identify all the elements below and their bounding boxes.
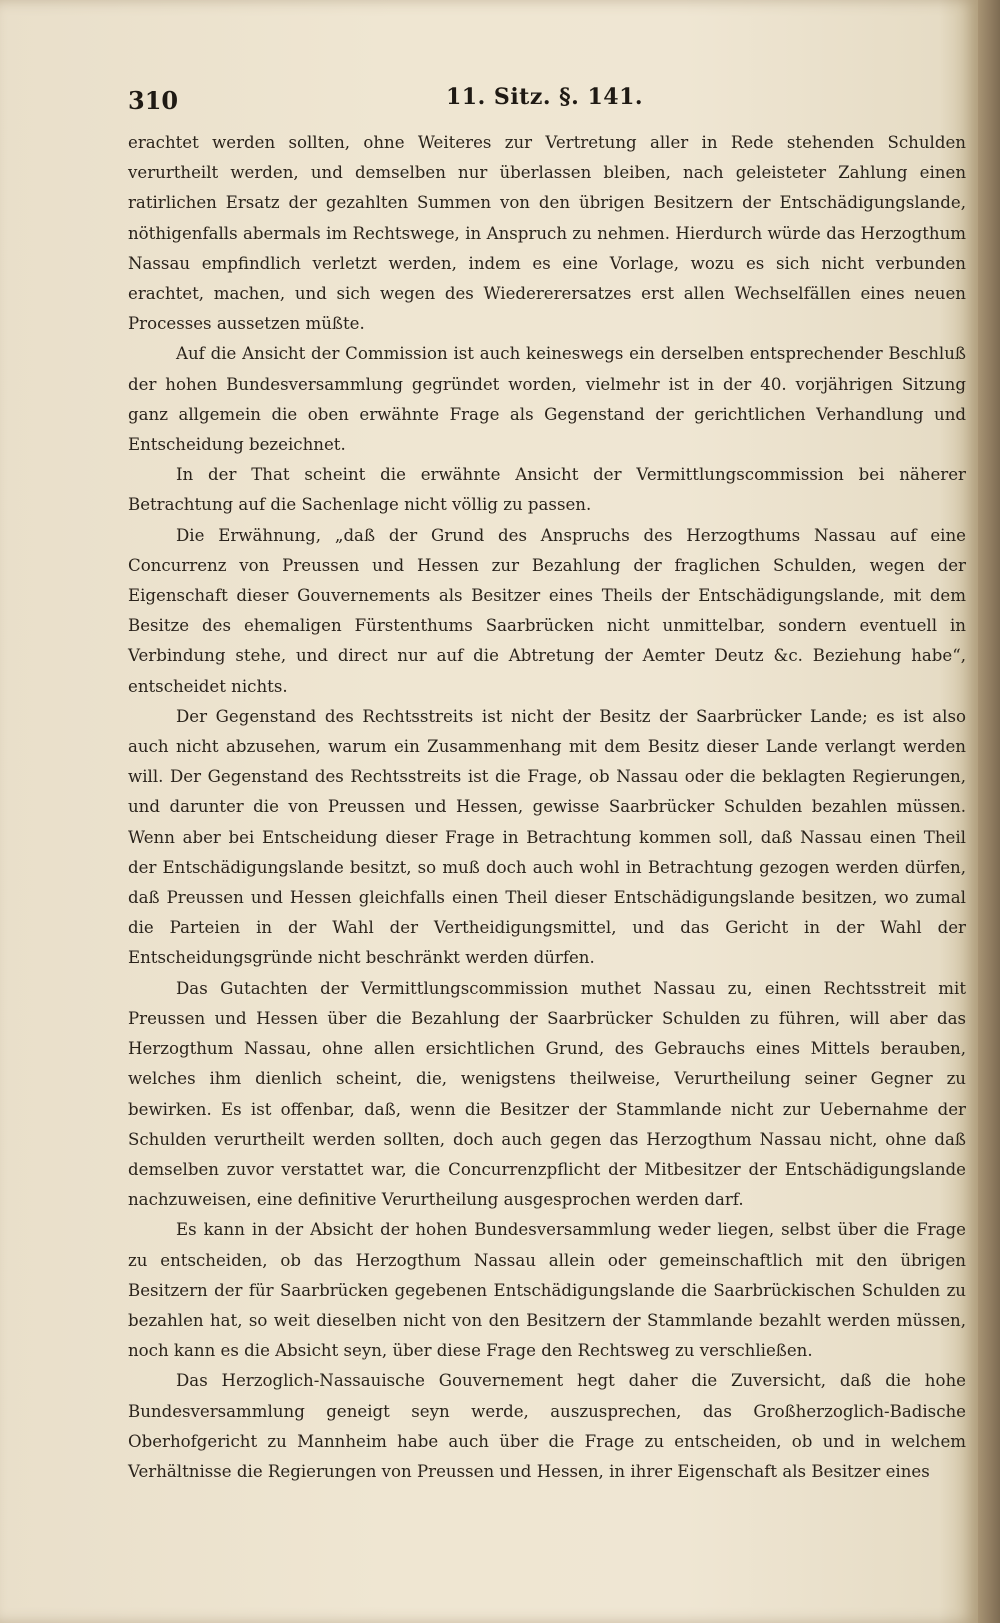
page-header [128, 80, 948, 124]
paragraph-6: Das Gutachten der Vermittlungscommission muthet Nassau zu, einen Rechtsstreit mit Preussen und Hessen über die Bezahlung der Saarbrücker Schulden zu führen, will aber das Herzogthum Nassau, ohne allen ersichtlichen Grund, des Gebrauchs eines Mittels berauben, welches ihm dienlich scheint, die, wenigstens theilweise, Verurtheilung seiner Gegner zu bewirken. Es ist offenbar, daß, wenn die Besitzer der Stammlande nicht zur Uebernahme der Schulden verurtheilt werden sollten, doch auch gegen das Herzogthum Nassau nicht, ohne daß demselben zuvor verstattet war, die Concurrenzpflicht der Mitbesitzer der Entschädigungslande nachzuweisen, eine definitive Verurtheilung ausgesprochen werden darf. [128, 978, 966, 1210]
body-text [128, 128, 966, 1487]
paragraph-1: erachtet werden sollten, ohne Weiteres zur Vertretung aller in Rede stehenden Schulden verurtheilt werden, und demselben nur überlassen bleiben, nach geleisteter Zahlung einen ratirlichen Ersatz der gezahlten Summen von den übrigen Besitzern der Entschädigungslande, nöthigenfalls abermals im Rechtswege, in Anspruch zu nehmen. Hierdurch würde das Herzogthum Nassau empfindlich verletzt werden, indem es eine Vorlage, wozu es sich nicht verbunden erachtet, machen, und sich wegen des Wiedererersatzes erst allen Wechselfällen eines neuen Processes aussetzen müßte. [128, 133, 966, 334]
paragraph-4: Die Erwähnung, „daß der Grund des Anspruchs des Herzogthums Nassau auf eine Concurrenz von Preussen und Hessen zur Bezahlung der fraglichen Schulden, wegen der Eigenschaft dieser Gouvernements als Besitzer eines Theils der Entschädigungslande, mit dem Besitze des ehemaligen Fürstenthums Saarbrücken nicht unmittelbar, sondern eventuell in Verbindung stehe, und direct nur auf die Abtretung der Aemter Deutz &c. Beziehung habe“, entscheidet nichts. [128, 525, 966, 696]
paragraph-3: In der That scheint die erwähnte Ansicht der Vermittlungscommission bei näherer Betrachtung auf die Sachenlage nicht völlig zu passen. [128, 465, 966, 515]
page-number: 310 [128, 86, 179, 115]
running-head: 11. Sitz. §. 141. [446, 84, 644, 110]
paragraph-5: Der Gegenstand des Rechtsstreits ist nicht der Besitz der Saarbrücker Lande; es ist also auch nicht abzusehen, warum ein Zusammenhang mit dem Besitz dieser Lande verlangt werden will. Der Gegenstand des Rechtsstreits ist die Frage, ob Nassau oder die beklagten Regierungen, und darunter die von Preussen und Hessen, gewisse Saarbrücker Schulden bezahlen müssen. Wenn aber bei Entscheidung dieser Frage in Betrachtung kommen soll, daß Nassau einen Theil der Entschädigungslande besitzt, so muß doch auch wohl in Betrachtung gezogen werden dürfen, daß Preussen und Hessen gleichfalls einen Theil dieser Entschädigungslande besitzen, wo zumal die Parteien in der Wahl der Vertheidigungsmittel, und das Gericht in der Wahl der Entscheidungsgründe nicht beschränkt werden dürfen. [128, 706, 966, 968]
paragraph-7: Es kann in der Absicht der hohen Bundesversammlung weder liegen, selbst über die Frage zu entscheiden, ob das Herzogthum Nassau allein oder gemeinschaftlich mit den übrigen Besitzern der für Saarbrücken gegebenen Entschädigungslande die Saarbrückischen Schulden zu bezahlen hat, so weit dieselben nicht von den Besitzern der Stammlande bezahlt werden müssen, noch kann es die Absicht seyn, über diese Frage den Rechtsweg zu verschließen. [128, 1220, 966, 1361]
paragraph-8: Das Herzoglich-Nassauische Gouvernement hegt daher die Zuversicht, daß die hohe Bundesversammlung geneigt seyn werde, auszusprechen, das Großherzoglich-Badische Oberhofgericht zu Mannheim habe auch über die Frage zu entscheiden, ob und in welchem Verhältnisse die Regierungen von Preussen und Hessen, in ihrer Eigenschaft als Besitzer eines [128, 1371, 966, 1481]
paragraph-2: Auf die Ansicht der Commission ist auch keineswegs ein derselben entsprechender Beschluß der hohen Bundesversammlung gegründet worden, vielmehr ist in der 40. vorjährigen Sitzung ganz allgemein die oben erwähnte Frage als Gegenstand der gerichtlichen Verhandlung und Entscheidung bezeichnet. [128, 344, 966, 455]
page-edge [978, 0, 1000, 1623]
